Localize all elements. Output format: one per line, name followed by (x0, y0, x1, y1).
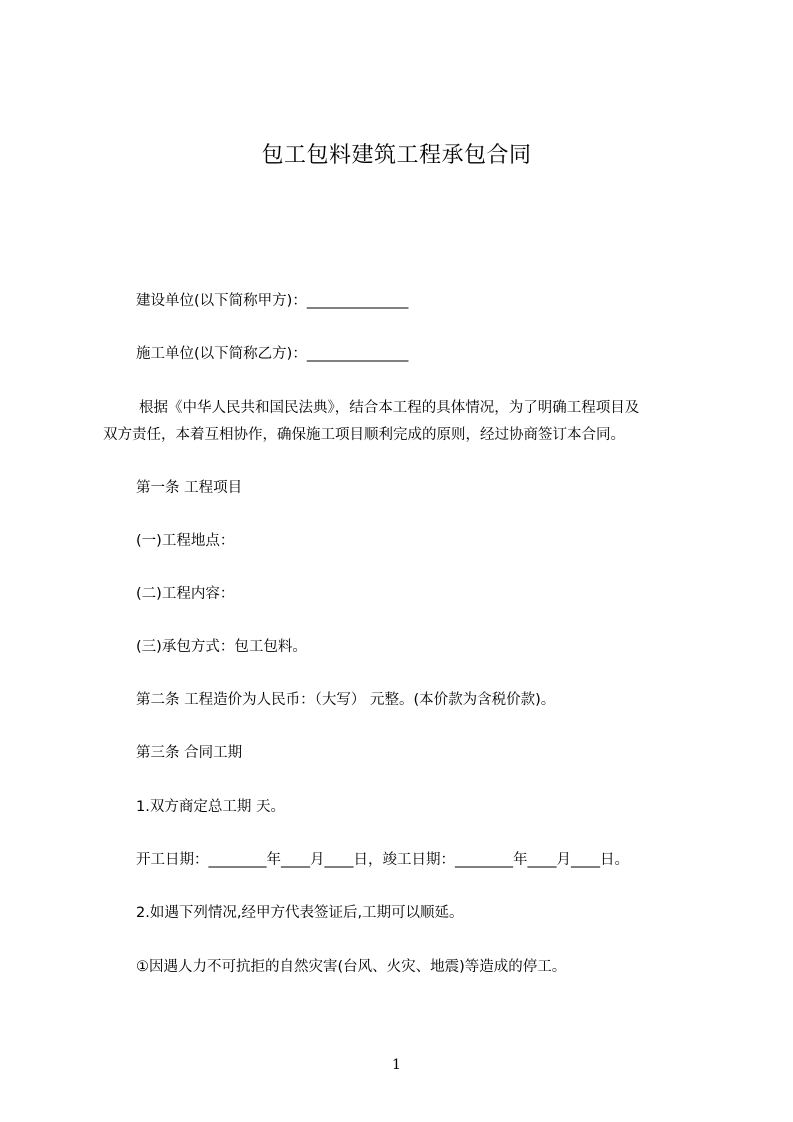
clause-3-2-item-1: ①因遇人力不可抗拒的自然灾害(台风、火灾、地震)等造成的停工。 (136, 959, 567, 975)
clause-3-dates: 开工日期：________年____月____日，竣工日期：________年____月____日。 (136, 852, 629, 868)
article-1-heading: 第一条 工程项目 (136, 480, 243, 496)
article-3-heading: 第三条 合同工期 (136, 745, 243, 761)
document-title: 包工包料建筑工程承包合同 (261, 143, 532, 168)
preamble-line-2: 双方责任，本着互相协作，确保施工项目顺利完成的原则，经过协商签订本合同。 (103, 427, 625, 443)
article-1-item-method: (三)承包方式：包工包料。 (136, 639, 307, 655)
clause-3-2-extension: 2.如遇下列情况,经甲方代表签证后,工期可以顺延。 (136, 905, 464, 921)
preamble-paragraph (103, 398, 703, 445)
party-a-line: 建设单位(以下简称甲方)：______________ (136, 293, 409, 309)
article-1-item-location: (一)工程地点： (136, 533, 235, 549)
page-number: 1 (392, 1057, 401, 1073)
article-1-item-content: (二)工程内容： (136, 586, 235, 602)
preamble-line-1: 根据《中华人民共和国民法典》，结合本工程的具体情况，为了明确工程项目及 (139, 400, 640, 416)
party-b-line: 施工单位(以下简称乙方)：______________ (136, 346, 409, 362)
clause-3-1-duration: 1.双方商定总工期 天。 (136, 799, 285, 815)
article-2-price: 第二条 工程造价为人民币：（大写） 元整。(本价款为含税价款)。 (136, 692, 556, 708)
